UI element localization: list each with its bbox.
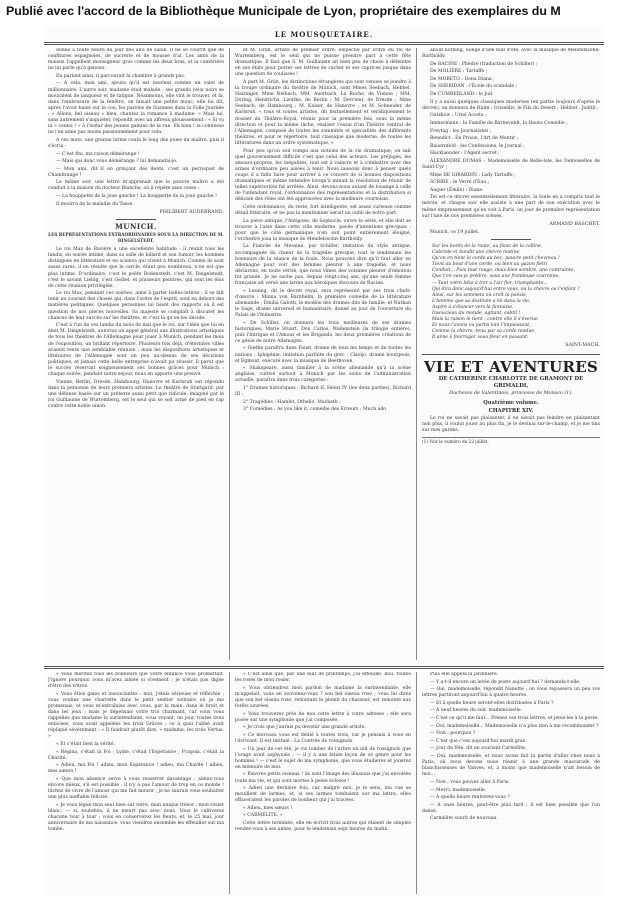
paragraph: Le roi Max, pendant ces soirées, aime à parler belles-lettres ; il se fait tenir au courant des choses qui, dans l'ordre de l'esprit, sont en dehors des matières politiques. Quelques personnes lui lisent des rapports où il est question de nos pièces nouvelles. Sa majesté se complaît à discuter les chances de leur succès sur les théâtres, et c'est là qu'on les décide. — [48, 291, 224, 321]
column-1-intro — [48, 48, 224, 208]
paragraph: Bauernfeld : les Confessions, le Journal ; — [430, 143, 525, 149]
paragraph: Le même soir, une lettre m'apprenait que le pauvre maître a été conduit à la maison du docteur Blanche, où il répète sans cesse : — [48, 180, 224, 192]
poem-line: — Tant votre bête à tort a l'air fier, triomphante... — [432, 280, 548, 286]
paragraph: « Je crois que j'aurais pu devenir une grande artiste. — [243, 725, 366, 731]
paragraph: En parlant ainsi, il parcourait la chambre à grands pas. — [56, 73, 186, 79]
paragraph: « Que mon absence serve à vous resserrer davantage ; aimez-vous encore mieux, s'il est possible : il n'y a pas l'amour de trop en ce monde ! tâchez de vivre de l'amour qui me fait mourir ; je ne saurais vous souhaiter une plus ineffable félicité. — [48, 777, 224, 801]
paragraph: « Lessing, dit le décret royal, sera représenté par ses trois chefs-d'œuvre : Minna von Barnhelm, la première comédie de la littérature allemande ; Emilia Galotti, le modèle des drames dits de famille, et Nathan le Sage, drame universel et humanitaire, donné au jour de l'ouverture du Palais de l'Industrie. — [235, 288, 411, 318]
chapter-body: Le roi ne savait pas plaisanter, il ne savait pas feindre en plaisantant non plus, il voulut jouer au plus fin, je le devinai sur-le-champ, et je me tins sur mes gardes. — [422, 415, 600, 433]
signature-audebrand: PHILIBERT AUDEBRAND. — [159, 209, 224, 215]
paragraph: — C'est que c'est aujourd'hui mardi gras. — [430, 738, 527, 744]
paragraph: — Y a-t-il encore un levée de poste aujourd'hui ? demanda-t-elle. — [430, 679, 581, 685]
column-1-body — [48, 247, 224, 410]
paragraph: — Merci, mademoiselle. — [430, 787, 487, 793]
paragraph: De RACINE : Phèdre (traduction de Schiller) ; — [430, 61, 538, 67]
masthead: LE MOUSQUETAIRE. — [274, 30, 374, 39]
paragraph: « Je vous lègue mon seul bien sur terre, mon unique trésor : mon rosier blanc, — si, toutefois, il ne meurt pas avec nous. Vous le cultiverez chacune tour à tour ; vous en conserverez les fleurs, et, le 25 mai, jour anniversaire de ma naissance, vous viendrez ensemble les effeuiller sur ma tombe. — [48, 802, 224, 833]
paragraph: — Oui, mademoiselle, répondit Nanette ; on vous repassera un peu vos lettres partiront aujourd'hui à quatre heures. — [422, 687, 600, 699]
poem-line: Il aime à fourrager sous fleur en passant. — [432, 335, 529, 341]
paragraph: — A quelle heure rentrerez-vous ? — [430, 795, 510, 801]
paragraph: « Vous méritez tous les bonheurs que votre enfance vous promettait. J'ignore pourquoi vous m'avez aimée si vivement ; je n'étais pas digne d'être des vôtres. — [48, 672, 224, 690]
paragraph: — Mon ami, dit il en grinçant des dents, c'est un perroquet de Chambrange ! — [48, 166, 224, 178]
paragraph: — Non : pourquoi ? — [430, 731, 476, 737]
paragraph: — Mais qui donc vous démérange ? lui demandai-je. — [56, 159, 178, 165]
paragraph: — Non ; vous pouvez aller à Paris. — [430, 779, 510, 785]
paragraph: « Vous étiez gaies et insouciantes : moi, j'étais sérieuse et réfléchie ; vous vouliez une charrette dans le petit sentier solitaire où je me promenais, et vous m'entraîniez avec vous, par la main, dans le bruit et dans les jeux ; mais je dépensais votre trio charmant, car vous vous rappeliez que madame la surintendante, vous voyant, un jour, toutes trois enlacées, vous avait appelées les trois Grâces ; ce à quoi l'abbé avait répliqué sévèrement : « Il faudrait plutôt dire, » madame, les trois Vertus. » — [48, 691, 224, 740]
feuilleton-subtitle-2: Duchesse de Valentinois, princesse de Monaco (1). — [449, 390, 573, 396]
paragraph: De MORETO : Dona Diana ; — [430, 76, 495, 82]
paragraph: Tel est ce décret essentiellement littéraire, la foule en a compris tout le mérite, et chaque soir elle assiste à une part de son exécution avec le même empressement qu'en voit à Paris, un jour de première représentation sur l'une de nos premières scènes. — [422, 195, 600, 219]
paragraph: Immermann : la Famille de Barneveldt, la Haute Comédie ; — [430, 120, 568, 126]
paragraph: « CARMÉLITE. » — [243, 813, 283, 819]
paragraph: Puis elle appela la jardinière. — [430, 672, 499, 677]
masthead-rule-2 — [44, 44, 604, 45]
poem-line: L'homme que sa destinée a lié dans la vie, — [432, 298, 531, 304]
section-title-munich: MUNICH. — [115, 221, 157, 231]
feuilleton-divider-2 — [44, 668, 604, 669]
poem-line: Que t'en vais-je prédire, sous une frondeuse couronne, — [432, 274, 560, 280]
column-2 — [235, 48, 411, 660]
paragraph: A ces mots, une grenue larme coula le long des joues du maître, puis il s'écria : — [48, 137, 224, 149]
poem-line: Conduit... Puis tout rouge, mais bien sombre, une contrainte, — [432, 268, 575, 274]
paragraph: 1° Drames historiques : Richard II, Henri IV (les deux parties), Richard III ; — [235, 385, 411, 398]
column-2-body — [235, 48, 411, 413]
paragraph: — A cela, mon ami, ajouta qu'il est insolent comme un valet de millionnaire. L'autre soir, madame était malade ; ses grands yeux noirs se mouraient de langueur et de fatigue. Néanmoins, elle vint le trouver, et là, dans l'embrasure de la fenêtre, on faisait une petite mouc, elle lui dit, après l'avoir baisé sur le cou, les paroles de Suzanne dans la Folle Journée : « Allons, bel oiseau » bleu, chantez la romance à madame. » Mais lui, sans autrement s'inquiéter, répondit avec un affreux glousssement : « Si vu ni » connu ! » à l'instar des jeunes gamins de la rue. Eh bien ! la comtesse ne l'en aime pas moins passionnément pour cela. — [48, 81, 224, 136]
paragraph: « Vous obtiendrez mon pardon de madame la surintendante, elle m'appelait, vous en souvenez-vous ? son bel oiseau rose ; vous lui direz que son bel oiseau rose, redoutant le plomb du chasseur, est remonté aux forêts azurées. — [235, 685, 411, 709]
masthead-rule — [44, 42, 604, 43]
paragraph: — C'est ce qu'il me faut... Prenez ces trois lettres, et jetez-les à la poste. — [430, 716, 599, 722]
column-1 — [48, 48, 224, 660]
paragraph: et M. Grün, artiste de premier ordre, empêché par ordre du roi de Wurtemberg, est le seul qui ne puisse prendre part à cette fête dramatique. Il faut que S. M. Guillaume ait bien peu de chose à défendre en ses états pour porter ses lettres de cachet et ses caprices jusque dans une question de coulisses ! — [235, 48, 411, 78]
separator — [491, 239, 531, 240]
paragraph: « Ce morceau vous est dédié à toutes trois, car je pensais à vous en l'écrivant. Il est intitulé : La Contrée de rossignols. — [235, 732, 411, 744]
feuilleton-column-3-body — [422, 672, 600, 822]
column-divider — [416, 48, 417, 660]
paragraph: — A neuf heures du soir, mademoiselle. — [430, 708, 523, 714]
poem-line: Cabriole et bondit une chèvre mutine, — [432, 250, 521, 256]
paragraph: Mme DE GIRARDIN : Lady Tartuffe ; — [430, 172, 516, 178]
poem-line: Et nous l'avons vu partis loin l'impuissant, — [432, 323, 531, 329]
dateline: Munich, ce 19 juillet. — [430, 229, 480, 235]
paragraph: « Shakspeare, aussi familier à la scène allemande qu'à la scène anglaise, cultivé surtout à Munich par les soins de l'administration actuelle, paraîtra dans trois catégories : — [235, 366, 411, 384]
paragraph: « Adieu une dernière fois, car, malgré moi, je le sens, ma vue se mouillent de larmes, et, si ces larmes tombaient sur ma lettre, elles effaceraient les paroles de bonheur qui j'ai tracées. — [235, 786, 411, 804]
feuilleton-column-3 — [422, 672, 600, 894]
poem-signature: SAINT-MACH. — [565, 343, 600, 349]
column-divider — [229, 48, 230, 660]
poem-line: Qui dira donc aujourd'hui entre vous, ou la chèvre ou l'enfant ? — [432, 286, 580, 292]
paragraph: Cette lettre terminée, elle en écrivit trois autres qui étaient de simples rendez-vous à ses amies, pour le lendemain sept heures du matin. — [235, 821, 411, 833]
paragraph: Carmélite sourit de nouveau. — [430, 816, 498, 822]
column-divider — [416, 672, 417, 894]
section-subtitle: LES REPRÉSENTATIONS EXTRAORDINAIRES SOUS LA DIRECTION DE M. DINGELSTEDT. — [48, 231, 224, 244]
paragraph: Il mourra de la maladie du Tasse. — [56, 201, 134, 207]
poem-line: Mais la raison le tient : contre elle il s'éverue, — [432, 317, 540, 323]
poem-line: Tient au bout d'une corde, ou bien au gazon flétri — [432, 262, 548, 268]
paragraph: about nothing, Songe d'une nuit d'été, avec la musique de Mendelssohn-Bartholdy. — [422, 48, 600, 60]
paragraph: Freytag : les Journalistes ; — [430, 128, 492, 134]
poem-line: Ainsi, sur les sommets où croît la poésie, — [432, 292, 528, 298]
poem — [432, 244, 600, 342]
paragraph: « Et c'était bien la vérité. — [56, 742, 116, 748]
paragraph: La pièce antique, l'Antigone, de Sophocle, ouvre la série, et elle doit se trouver à l'aise dans cette ville moderne, pavée d'intentions grecques ; pour que le côté germanique n'en soit point entièrement éloigné, l'orchestre joua la musique de Mendelssohn-Bartholdy. — [235, 218, 411, 242]
paragraph: La Fiancée de Messine, par Schiller, imitation du style antique, accompagnée du chœur de la tragédie grecque, tout le lendemain les honneurs de la séance de la foule. Nous pouvons dire qu'il faut aller en Allemagne pour voir des femmes pleurer à une tragédie, et nous déclarons, en toute vérité, que nous vîmes des voisines pleurer d'émotion fut grande. Je ne sache pas, depuis vingt-cinq ans, qu'une seule femme française ait versé une larme aux héroïques discours de Racine. — [235, 244, 411, 286]
paragraph: Cette ordonnance, du reste, fort intelligente, est assez curieuse comme détail littéraire, et ne pas la mentionner serait un oubli de notre part. — [235, 204, 411, 216]
archive-banner: Publié avec l'accord de la Bibliothèque Municipale de Lyon, propriétaire des exemplaires du M — [0, 0, 640, 22]
paragraph: « Adieu, mes sœurs ! — [243, 805, 293, 811]
poem-line: Aspire à s'élancer vers la fantaisie, — [432, 304, 514, 310]
feuilleton-divider — [44, 666, 604, 667]
paragraph: C'est à l'un de ces lundis du mois de mai que le roi, sur l'idée que lui en émit M. Dingelstedt, autorisa un appel général aux illustrations artistiques de tous les théâtres de l'Allemagne pour jouer à Munich, pendant les mois de l'exposition, un brillant répertoire. Plusieurs fois déjà, d'éternités villes avaient tenté une semblable réunion ; mais les dispositions artistiques et littéraires de l'Allemagne sont un peu au-dessus de ses décisions politiques, et jamais cette belle entreprise n'avait pu réussir. Il parut que le succès réservait soigneusement ses bonnes grâces pour Munich : chaque soirée, pendant notre séjour, nous en apporte une preuve. — [48, 323, 224, 377]
volume-label: Quatrième volume. — [483, 399, 539, 406]
paragraph: 3° Comédies : As you like it, comédie des Erreurs ; Much ado — [243, 407, 387, 413]
paragraph: Hacklaender : l'Agent secret ; — [430, 151, 500, 157]
paragraph: — Oui, mademoiselle, et nous avons fait la partie d'aller chez nous à Paris, où nous devons nous réunir à une grande mascarade de blanchisseuses de Vanves, et, à moins que mademoiselle n'ait besoin de moi... — [422, 754, 600, 778]
paragraph: « Vous trouverez près de moi cette lettre à votre adresse ; elle sera posée sur une symphonie que j'ai composée. — [235, 711, 411, 723]
paragraph: Augier (Émile) : Diane. — [430, 187, 484, 193]
paragraph: « Pauvres petits oiseaux ! ils sont l'image des illusions que j'ai envolées toute ma vie, et qui sont mortes à peine écloses ! — [235, 772, 411, 784]
paragraph: Vienne, Berlin, Dresde, Hambourg, Hanovre et Karlsruh ont répondu dans la personne de leurs premiers artistes. Le théâtre de Stuttgard, par une défense basée sur un prétexte aussi petit que ridicule, imaginé par le roi Guillaume de Wurtemberg, est le seul qui se soit armé de pied en cap contre cette noble union. — [48, 379, 224, 409]
poem-line: Qu'on en tient la corde au bec, pauvre petit chevreau ! — [432, 256, 560, 262]
paragraph: — La houppette de la joue gauche ! La houppette de la joue gauche ! — [56, 194, 217, 200]
paragraph: De SHERIDAN : l'École du scandale ; — [430, 84, 518, 90]
chapter-label: CHAPITRE XIV. — [488, 407, 534, 414]
paragraph: donné à toute heure du jour des airs de salon. Il ne se courrit que de confitures espagnoles, de sucrerie et de mousse d'ai. Les amis de la maison l'appellent monsigneur gros comme les deux bras, et la camérière ne lui parle qu'à genoux. — [48, 48, 224, 72]
paragraph: Pour peu qu'on soit rompu aux notions de la vie dramatique, on sait quel gouvernement difficile c'est que celui des acteurs. Les préjugés, les amours-propres, les inégalités, tout est à vaincre et à combattre avec des armes d'ordinaire peu aisées à tenir. Nous laissons donc à penser quels coups il a fallu faire pour arriver à ce concert de si bonnes dispositions dramatiques et même entendre lorsqu'à minuit la résolution de réunir de telles supériorités fut arrêtée. Ainsi, devons-nous autant de louange à celle de l'intendant royal, l'ordonnance des représentations et la distribution si délicate des rôles ont été approuvées avec la meilleure courtoisie. — [235, 148, 411, 203]
paragraph: Il y a aussi quelques classiques modernes (en partie toujours d'après le décret), on donnera de Halm : Griseldis, le Fils du Désert ; Hebbel : Judith ; — [422, 99, 600, 111]
column-3 — [422, 48, 600, 660]
paragraph: Gutzkow : Uriel Acosta ; — [430, 113, 487, 119]
paragraph: Benedict : En Prison, l'Art de Mentir ; — [430, 136, 519, 142]
paragraph: — A onze heures, peut-être plus tard ; il est bien possible que l'on danse. — [422, 802, 600, 814]
paragraph: 2° Tragédies : Hamlet, Othello, Macbeth ; — [243, 399, 341, 405]
feuilleton-rule — [422, 354, 600, 355]
paragraph: « Régina, c'était la Foi ; Lydie, c'était l'Espérance ; Fragola, c'était la Charité. — [48, 749, 224, 761]
paragraph: — Et à quelle heure seront-elles distribuées à Paris ? — [430, 700, 554, 706]
paragraph: Le roi Max de Bavière a une excellente habitude : il réunit tous les lundis, en soirée intime, dans sa salle de billard et son fumoir, les hommes distingués en littérature et en science qui vivent à Munich. Comme ils sont assez rares, il en résulte que le cercle, étant peu nombreux, n'en est que plus intime. D'ordinaire, c'est le poète Bodenstedt, c'est M. Dingelstedt, c'est le savant Liebig, c'est Geibel, et plusieurs peintres, qui sont les élus de cette réunion privilégiée. — [48, 247, 224, 289]
column-3-body — [422, 48, 600, 220]
poem-line: Insoucieux du monde, agitant, subtil ! — [432, 310, 521, 316]
paragraph: « Adieu, ma Foi ! adieu, mon Espérance ! adieu, ma Charité ! adieu, mes sœurs ! — [48, 763, 224, 775]
paragraph: « De Schiller, on donnera les trois meilleures de ses drames historiques, Marie Stuart, Don Carlos, Wallenstein (la trilogie entière), puis l'Intrigue et l'Amour et les Brigands, les deux premières créations de ce génie de notre Allemagne. — [235, 320, 411, 344]
separator — [116, 219, 156, 220]
feuilleton-title: VIE ET AVENTURES — [423, 357, 599, 376]
signature-baschet: ARMAND BASCHET. — [549, 221, 600, 227]
feuilleton-column-2 — [235, 672, 411, 894]
newspaper-page — [44, 26, 604, 896]
poem-line: Sur les bords de la route, au flanc de la colline, — [432, 243, 543, 249]
feuilleton-column-1 — [48, 672, 224, 894]
paragraph: SCRIBE : le Verre d'Eau ; — [430, 180, 490, 186]
poem-line: Comme la chèvre, tenu par sa corde tendue, — [432, 329, 536, 335]
feuilleton-column-2-body — [235, 672, 411, 833]
paragraph: « Gœthe paraîtra dans Faust, drame de tous les temps et de toutes les nations ; Iphigénie, imitation parfaite du grec ; Clavijo, drame bourgeois, et Egmont, exécuté avec la musique de Beethoven. — [235, 346, 411, 364]
paragraph: « Un jour de cet été, je vis tomber de l'arbre un nid de rossignols que l'orage avait asphyxiés ; — il y a une fatale leçon de ce genre pour les hommes ! — c'est le sujet de ma symphonie, que vous étudierez et jouerez en mémoire de moi. — [235, 746, 411, 770]
paragraph: De CUMBERLAND : le Juif. — [430, 92, 494, 98]
column-divider — [229, 672, 230, 894]
paragraph: A part M. Grün, les distinctions étrangères qui sont venues se joindre à la troupe ordinaire du théâtre de Munich, sont Mmes Seebach, Hebbel, Haizinger, Mme Neibach, MM. Auerbach, La Roche, de Vienne ; MM. Döring, Hendrichs, Liedtke, de Berlin ; M. Devrient, de Dresde ; Mme Seebach, de Hambourg ; M. Kaiser, de Hanovre ; et M. Schneider, de Karlsruh, « tous et toutes artistes, dit textuellement et véridiquement le dossier du Théâtre-Royal, réunis pour la première fois, sous la même direction et pour la même tâche, réaliser l'essai d'un Théâtre central de l'Allemagne, composé de toutes les sommités et spécialités des différents théâtres, et pour le répertoire, tout classique que moderne, de toutes les littératures dans un ordre systématique. » — [235, 79, 411, 146]
paragraph: — Jour de fête, dit en souriant Carmélite. — [430, 746, 527, 752]
paragraph: De MOLIÈRE : Tartuffe ; — [430, 69, 488, 75]
footnote: (1) Voir le numéro du 22 juillet. — [422, 437, 600, 445]
feuilleton-subtitle: DE CATHERINE CHARLOTTE DE GRAMONT DE GRIMALDI, — [438, 375, 584, 389]
paragraph: — C'est fini, ma raison démérange ! — [56, 151, 140, 157]
paragraph: ALEXANDRE DUMAS : Mademoiselle de Belle-Isle, les Demoiselles de Saint-Cyr ; — [422, 158, 600, 170]
paragraph: — Oui, mademoiselle... Mademoiselle n'a plus rien à me recommander ? — [430, 723, 599, 729]
paragraph: « C'est ainsi que, par une nuit de printemps, j'ai effeuillé, moi, toutes les roses de mon rosier. — [235, 672, 411, 684]
feuilleton-column-1-body — [48, 672, 224, 833]
